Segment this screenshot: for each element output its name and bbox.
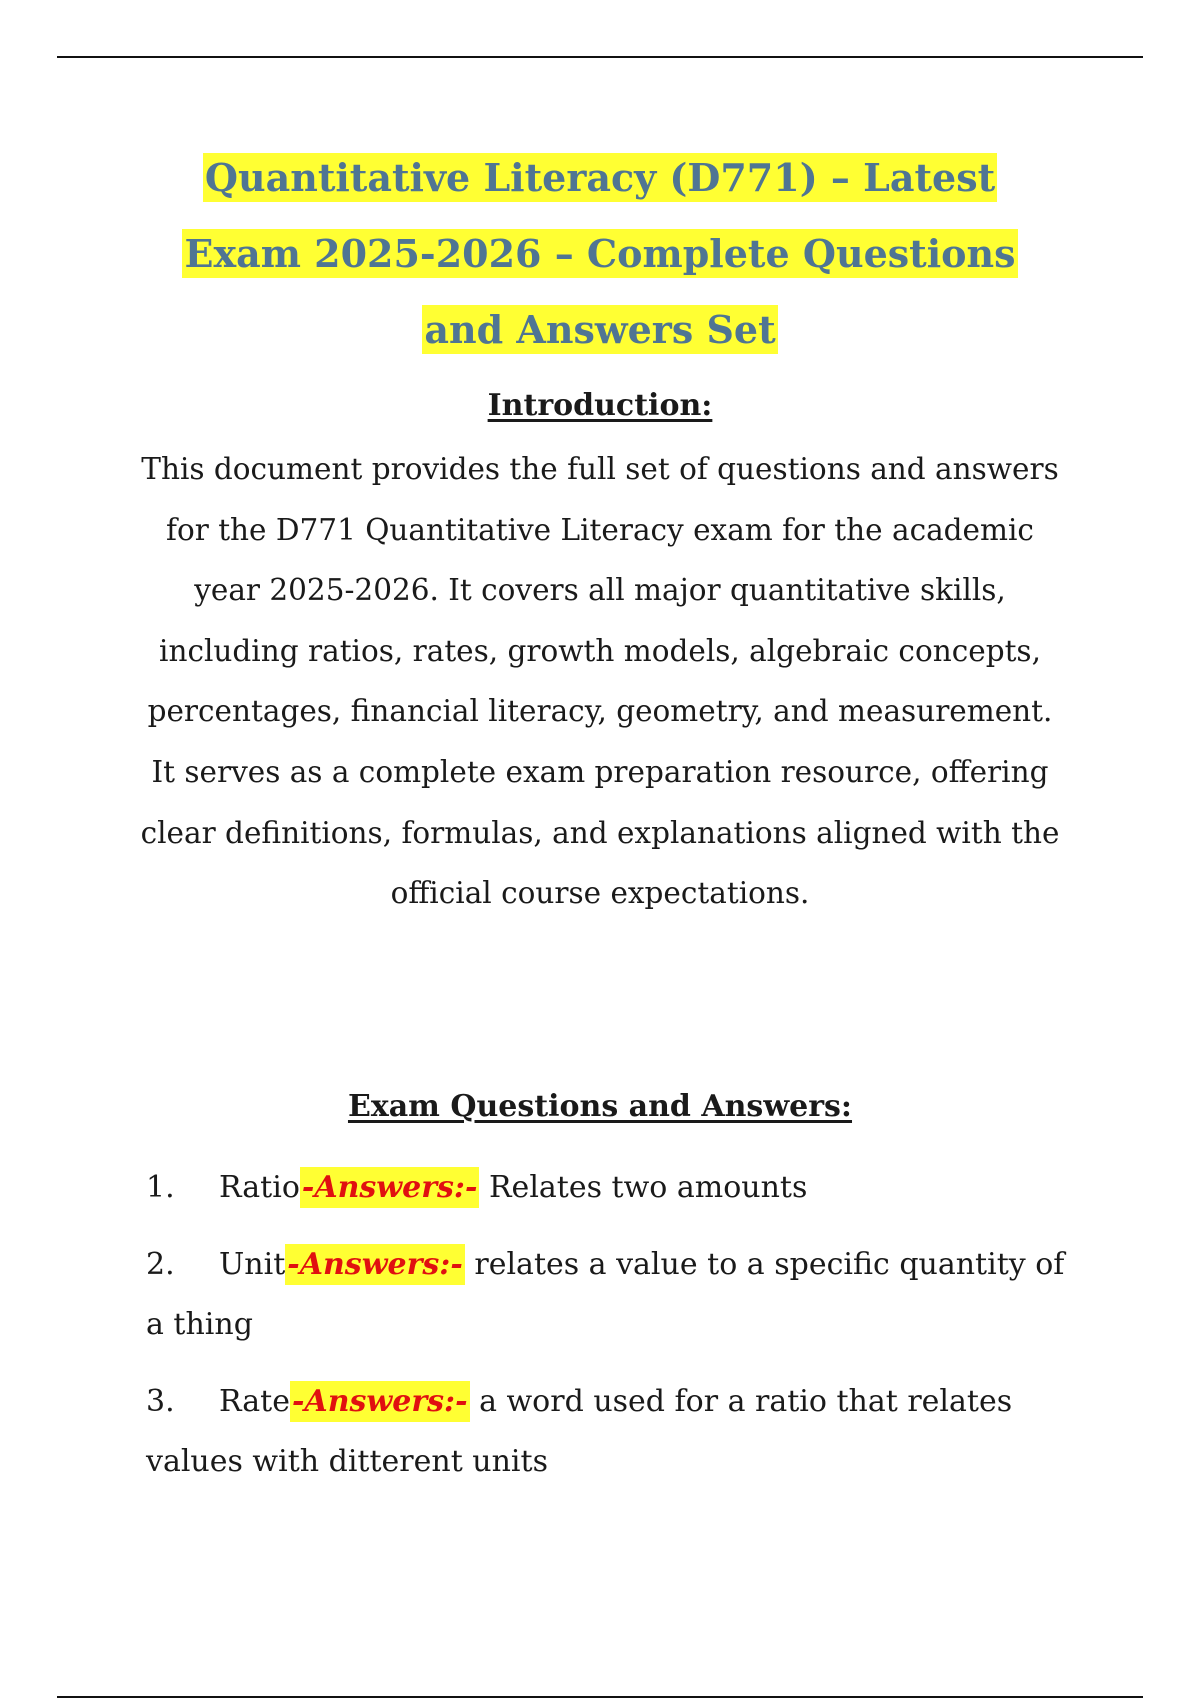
title-line-3: and Answers Set xyxy=(424,307,776,352)
document-title xyxy=(150,140,1050,368)
qa-term: Rate xyxy=(219,1384,290,1419)
answer-tag: -Answers:- xyxy=(285,1244,465,1285)
introduction-heading: Introduction: xyxy=(487,388,713,423)
exam-questions-heading: Exam Questions and Answers: xyxy=(347,1089,853,1124)
title-line-2: Exam 2025-2026 – Complete Questions xyxy=(184,231,1016,276)
top-rule xyxy=(57,56,1143,58)
title-line-1: Quantitative Literacy (D771) – Latest xyxy=(204,155,996,200)
introduction-paragraph-1: This document provides the full set of questions and answers for the D771 Quantitative Literacy exam for the academic year 2025-2026. It covers all major quantitative skills, including ratios, rates, growth models, algebraic concepts, percentages, financial literacy, geometry, and measurement. xyxy=(141,452,1059,729)
introduction-body xyxy=(140,439,1060,924)
introduction-paragraph-2: It serves as a complete exam preparation resource, offering clear definitions, formulas, and explanations aligned with the official course expectations. xyxy=(140,754,1060,911)
qa-item-1 xyxy=(146,1158,1066,1218)
qa-list xyxy=(146,1158,1066,1509)
bottom-rule xyxy=(57,1696,1143,1698)
qa-term: Unit xyxy=(219,1247,286,1282)
qa-answer: Relates two amounts xyxy=(479,1170,808,1205)
answer-tag: -Answers:- xyxy=(290,1381,470,1422)
qa-answer: a word used for a ratio that relates values with ditterent units xyxy=(146,1384,1013,1479)
qa-item-2 xyxy=(146,1235,1066,1355)
qa-answer: relates a value to a specific quantity of a thing xyxy=(146,1247,1065,1342)
qa-number: 3. xyxy=(146,1384,175,1419)
qa-number: 1. xyxy=(146,1170,175,1205)
qa-item-3 xyxy=(146,1372,1066,1492)
answer-tag: -Answers:- xyxy=(300,1167,480,1208)
qa-number: 2. xyxy=(146,1247,175,1282)
qa-term: Ratio xyxy=(219,1170,300,1205)
